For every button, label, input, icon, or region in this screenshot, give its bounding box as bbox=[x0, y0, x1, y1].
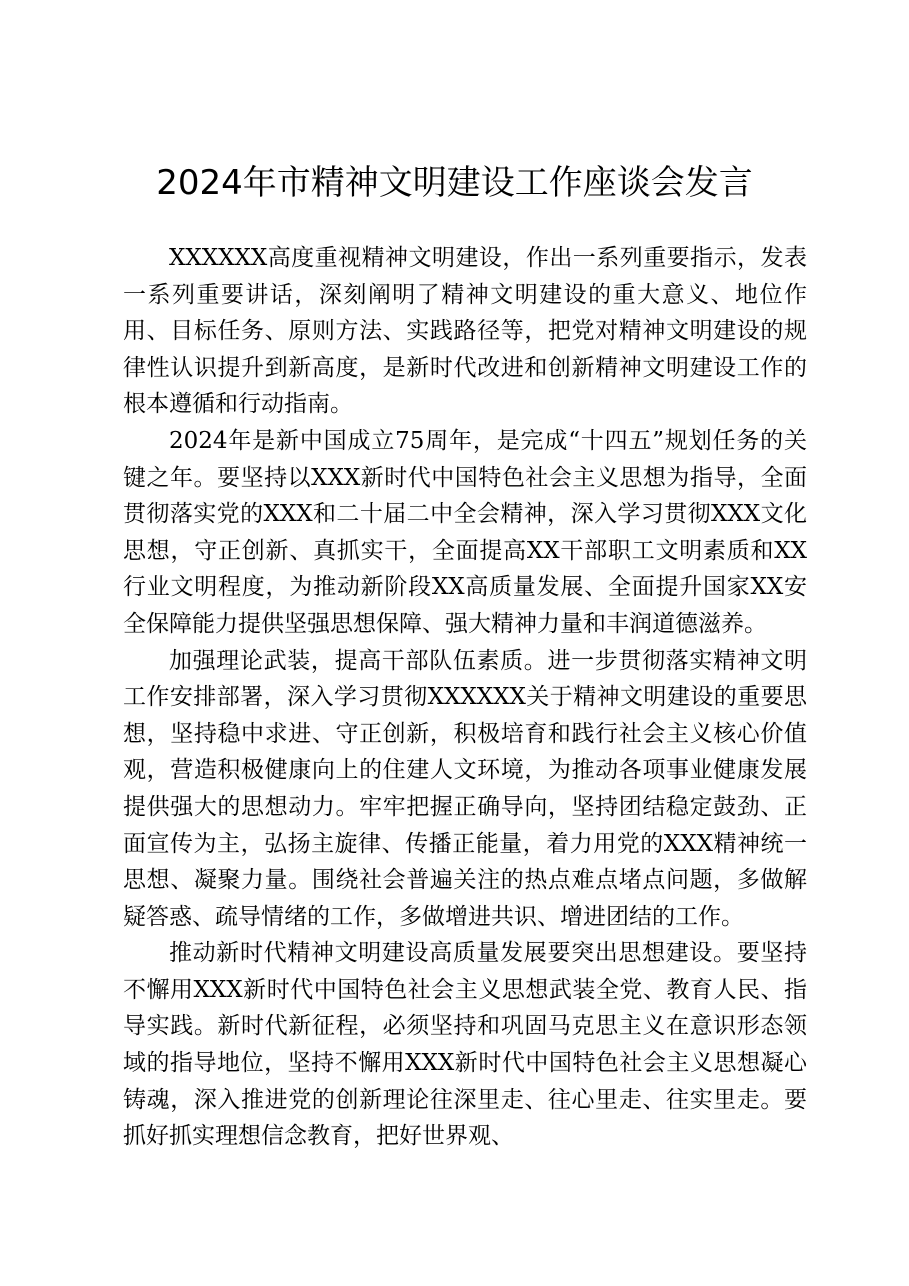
paragraph-1: XXXXXX高度重视精神文明建设，作出一系列重要指示，发表一系列重要讲话，深刻阐明了精神文明建设的重大意义、地位作用、目标任务、原则方法、实践路径等，把党对精神文明建设的规律性认识提升到新高度，是新时代改进和创新精神文明建设工作的根本遵循和行动指南。 bbox=[123, 245, 807, 418]
document-title: 2024年市精神文明建设工作座谈会发言 bbox=[156, 163, 753, 203]
paragraph-2: 2024年是新中国成立75周年，是完成“十四五”规划任务的关键之年。要坚持以XXX新时代中国特色社会主义思想为指导，全面贯彻落实党的XXX和二十届二中全会精神，深入学习贯彻XXX文化思想，守正创新、真抓实干，全面提高XX干部职工文明素质和XX行业文明程度，为推动新阶段XX高质量发展、全面提升国家XX安全保障能力提供坚强思想保障、强大精神力量和丰润道德滋养。 bbox=[123, 427, 807, 637]
paragraph-4: 推动新时代精神文明建设高质量发展要突出思想建设。要坚持不懈用XXX新时代中国特色社会主义思想武装全党、教育人民、指导实践。新时代新征程，必须坚持和巩固马克思主义在意识形态领域的指导地位，坚持不懈用XXX新时代中国特色社会主义思想凝心铸魂，深入推进党的创新理论往深里走、往心里走、往实里走。要抓好抓实理想信念教育，把好世界观、 bbox=[123, 940, 807, 1150]
paragraph-3: 加强理论武装，提高干部队伍素质。进一步贯彻落实精神文明工作安排部署，深入学习贯彻XXXXXX关于精神文明建设的重要思想，坚持稳中求进、守正创新，积极培育和践行社会主义核心价值观，营造积极健康向上的住建人文环境，为推动各项事业健康发展提供强大的思想动力。牢牢把握正确导向，坚持团结稳定鼓劲、正面宣传为主，弘扬主旋律、传播正能量，着力用党的XXX精神统一思想、凝聚力量。围绕社会普遍关注的热点难点堵点问题，多做解疑答惑、疏导情绪的工作，多做增进共识、增进团结的工作。 bbox=[123, 647, 807, 930]
document-body bbox=[123, 240, 807, 1155]
